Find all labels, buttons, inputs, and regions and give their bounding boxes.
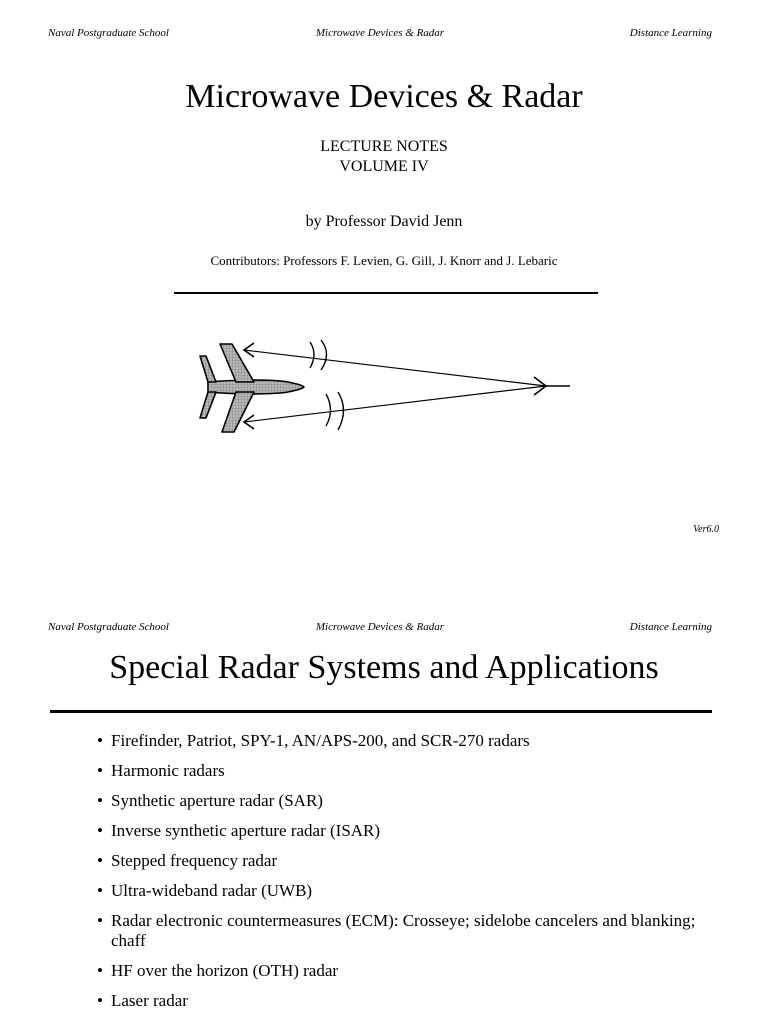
bullet-text: Ultra-wideband radar (UWB)	[111, 881, 313, 900]
list-item	[97, 851, 714, 871]
header-program: Distance Learning	[629, 27, 712, 39]
bullet-text: Laser radar	[111, 991, 188, 1010]
slide-divider	[50, 710, 712, 713]
bullet-text: Stepped frequency radar	[111, 851, 278, 870]
header-course: Microwave Devices & Radar	[315, 27, 445, 39]
running-header	[48, 27, 712, 43]
list-item	[97, 761, 714, 781]
bullet-text: Harmonic radars	[111, 761, 225, 780]
header-course: Microwave Devices & Radar	[315, 621, 445, 633]
bullet-dot-icon: •	[97, 911, 103, 930]
slide-title: Special Radar Systems and Applications	[109, 649, 659, 686]
list-item	[97, 961, 714, 981]
list-item	[97, 991, 714, 1011]
slide-page	[0, 594, 768, 1024]
header-school: Naval Postgraduate School	[48, 621, 169, 633]
bullet-dot-icon: •	[97, 851, 103, 870]
list-item	[97, 791, 714, 811]
bullet-list	[97, 731, 714, 1021]
bullet-dot-icon: •	[97, 821, 103, 840]
bullet-dot-icon: •	[97, 731, 103, 750]
radar-illustration	[190, 336, 580, 440]
cover-divider	[174, 292, 598, 294]
cover-author: by Professor David Jenn	[305, 213, 463, 230]
subtitle-lecture-notes: LECTURE NOTES	[320, 138, 448, 155]
bullet-text: HF over the horizon (OTH) radar	[111, 961, 339, 980]
running-header	[48, 621, 712, 637]
bullet-text: Synthetic aperture radar (SAR)	[111, 791, 323, 810]
header-program: Distance Learning	[629, 621, 712, 633]
cover-subtitle	[0, 137, 768, 177]
cover-contributors: Contributors: Professors F. Levien, G. Gill, J. Knorr and J. Lebaric	[210, 253, 558, 268]
radio-wave-arcs	[310, 340, 344, 430]
list-item	[97, 881, 714, 901]
antenna-icon	[534, 377, 570, 395]
bullet-text: Radar electronic countermeasures (ECM): Crosseye; sidelobe cancelers and blanking; chaff	[111, 911, 696, 950]
header-school: Naval Postgraduate School	[48, 27, 169, 39]
bullet-dot-icon: •	[97, 881, 103, 900]
bullet-text: Inverse synthetic aperture radar (ISAR)	[111, 821, 381, 840]
bullet-dot-icon: •	[97, 961, 103, 980]
cover-title: Microwave Devices & Radar	[185, 78, 583, 115]
bullet-dot-icon: •	[97, 991, 103, 1010]
list-item	[97, 731, 714, 751]
subtitle-volume: VOLUME IV	[339, 158, 429, 175]
aircraft-icon	[200, 344, 304, 432]
bullet-text: Firefinder, Patriot, SPY-1, AN/APS-200, and SCR-270 radars	[111, 731, 530, 750]
bullet-dot-icon: •	[97, 791, 103, 810]
list-item	[97, 821, 714, 841]
bullet-dot-icon: •	[97, 761, 103, 780]
version-label: Ver6.0	[693, 524, 719, 535]
list-item	[97, 911, 714, 951]
